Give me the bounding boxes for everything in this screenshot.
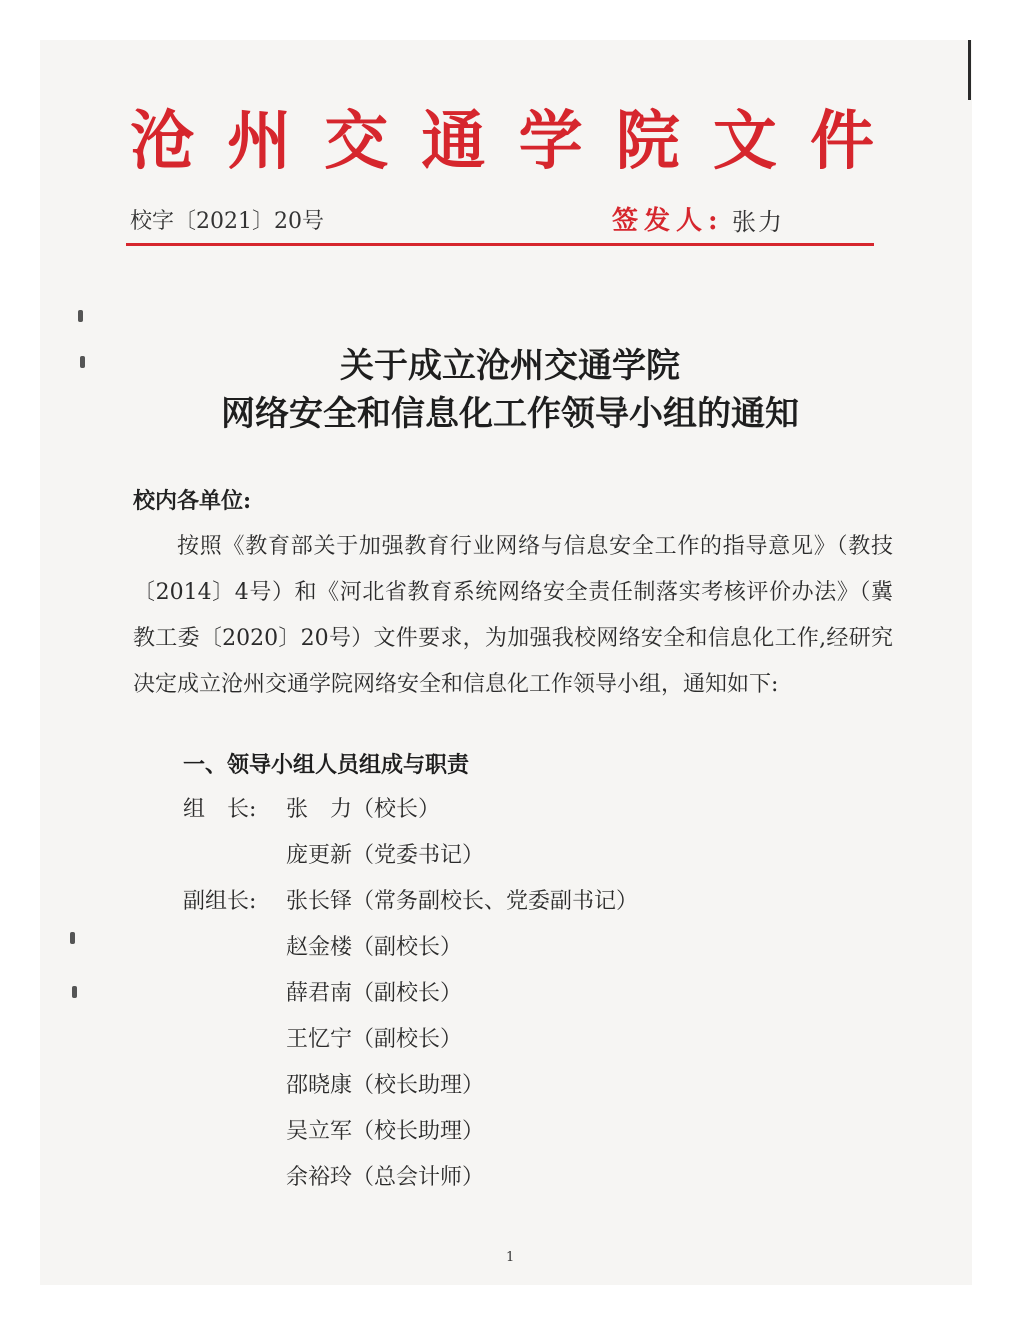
page-number: 1 [506, 1250, 515, 1265]
issuer-label: 签发人: [612, 206, 724, 236]
header-title-char: 交 [324, 104, 389, 179]
header-title-char: 院 [615, 104, 680, 179]
document-title-line-2: 网络安全和信息化工作领导小组的通知 [221, 394, 799, 434]
header-divider [126, 243, 874, 246]
header-title-char: 学 [518, 104, 583, 179]
binding-mark [78, 310, 83, 322]
member-entry: 赵金楼（副校长） [286, 935, 463, 960]
header-title-char: 文 [712, 104, 777, 179]
document-header-title [130, 96, 874, 179]
intro-paragraph: 按照《教育部关于加强教育行业网络与信息安全工作的指导意见》（教技〔2014〕4号）和《河北省教育系统网络安全责任制落实考核评价办法》（冀教工委〔2020〕20号）文件要求，为加强我校网络安全和信息化工作,经研究决定成立沧州交通学院网络安全和信息化工作领导小组，通知如下: [133, 534, 893, 697]
member-entry: 吴立军（校长助理） [286, 1119, 485, 1144]
member-role: 副组长: [183, 889, 257, 914]
member-entry: 王忆宁（副校长） [286, 1027, 463, 1052]
document-meta-row [130, 200, 874, 240]
binding-mark [70, 932, 75, 944]
header-title-char: 州 [227, 104, 292, 179]
member-entry: 庞更新（党委书记） [286, 843, 485, 868]
member-entry: 余裕玲（总会计师） [286, 1165, 485, 1190]
header-title-char: 件 [809, 104, 874, 179]
document-number: 校字〔2021〕20号 [130, 209, 324, 234]
binding-mark [72, 986, 77, 998]
header-title-char: 沧 [130, 104, 194, 179]
salutation: 校内各单位: [133, 488, 252, 514]
member-entry: 张 力（校长） [286, 797, 441, 822]
member-entry: 邵晓康（校长助理） [286, 1073, 485, 1098]
scan-edge-mark [968, 40, 971, 100]
section-heading: 一、领导小组人员组成与职责 [183, 752, 470, 778]
member-entry: 张长铎（常务副校长、党委副书记） [286, 889, 639, 914]
member-role: 组 长: [183, 797, 257, 822]
binding-mark [80, 356, 85, 368]
member-entry: 薛君南（副校长） [286, 981, 463, 1006]
document-title-line-1: 关于成立沧州交通学院 [340, 346, 680, 386]
header-title-char: 通 [421, 104, 486, 179]
issuer-name: 张力 [732, 208, 784, 236]
